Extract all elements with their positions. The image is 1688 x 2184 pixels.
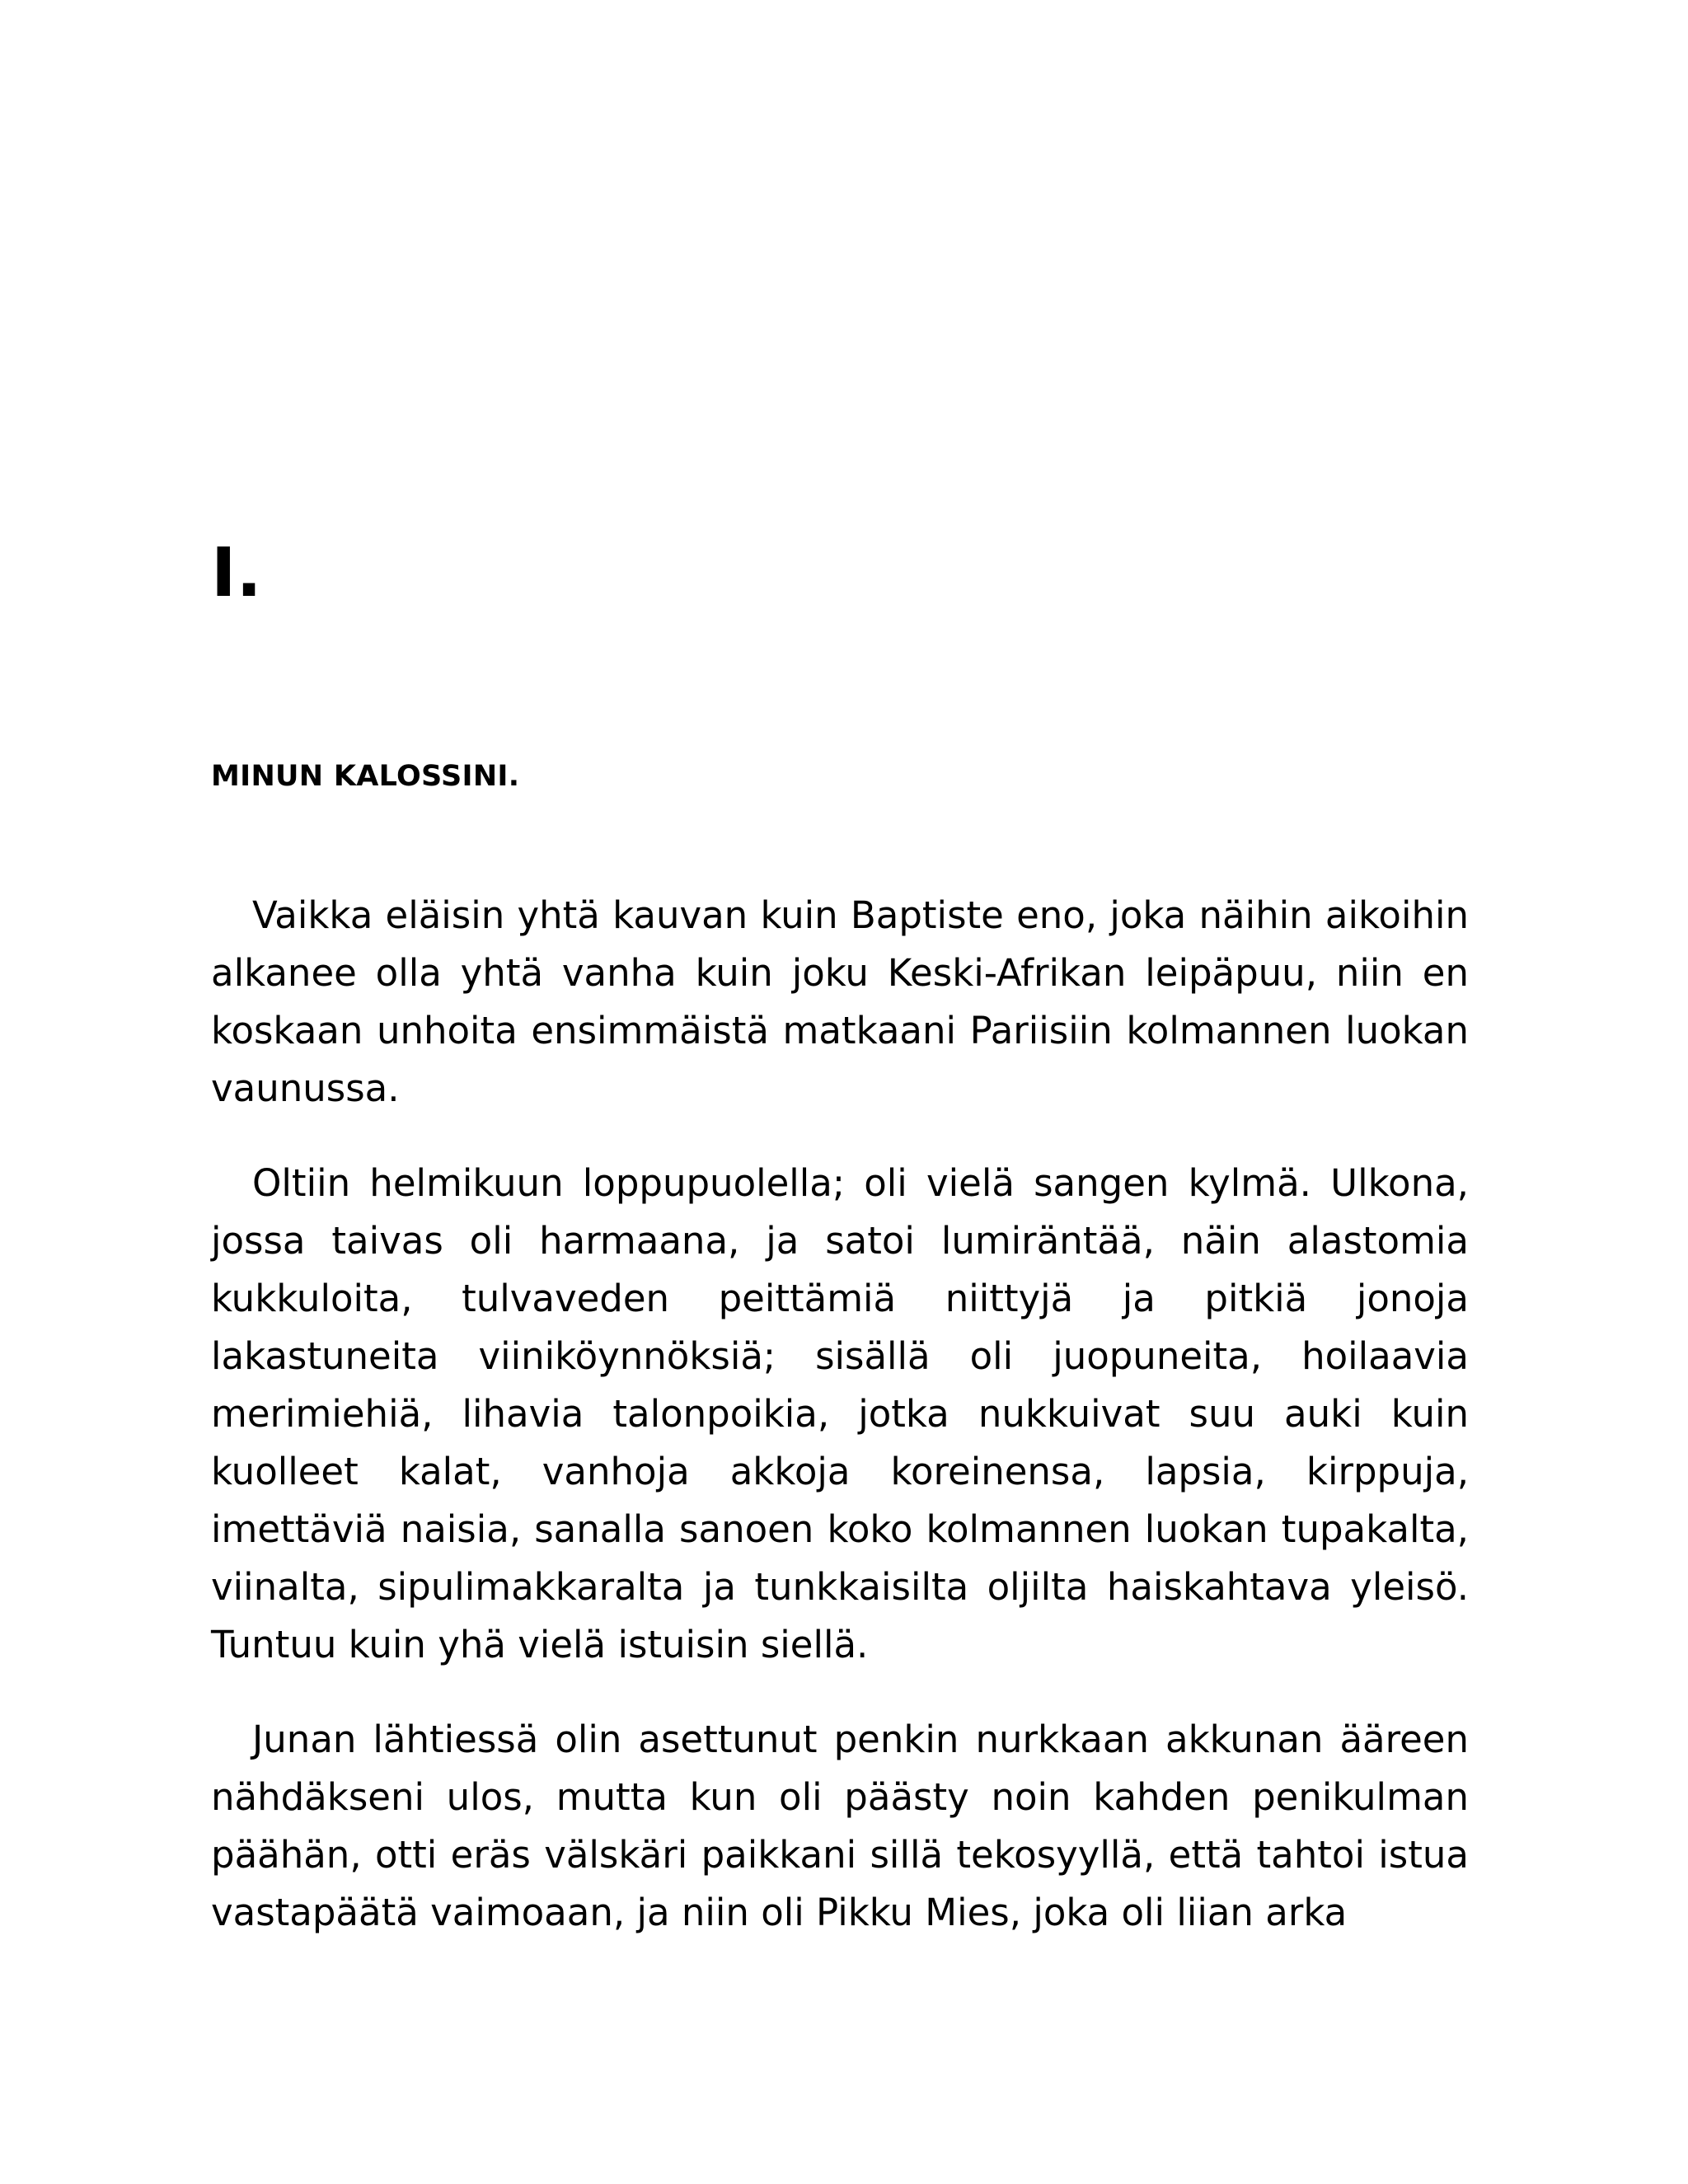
chapter-body bbox=[211, 887, 1469, 1979]
paragraph: Junan lähtiessä olin asettunut penkin nurkkaan akkunan ääreen nähdäkseni ulos, mutta kun oli päästy noin kahden penikulman päähän, otti eräs välskäri paikkani sillä tekosyyllä, että tahtoi istua vastapäätä vaimoaan, ja niin oli Pikku Mies, joka oli liian arka bbox=[211, 1718, 1469, 1934]
chapter-title: MINUN KALOSSINI. bbox=[211, 760, 520, 793]
chapter-number: I. bbox=[211, 534, 262, 612]
paragraph: Vaikka eläisin yhtä kauvan kuin Baptiste eno, joka näihin aikoihin alkanee olla yhtä vanha kuin joku Keski-Afrikan leipäpuu, niin en koskaan unhoita ensimmäistä matkaani Pariisiin kolmannen luokan vaunussa. bbox=[211, 893, 1469, 1110]
paragraph: Oltiin helmikuun loppupuolella; oli vielä sangen kylmä. Ulkona, jossa taivas oli harmaana, ja satoi lumiräntää, näin alastomia kukkuloita, tulvaveden peittämiä niittyjä ja pitkiä jonoja lakastuneita viiniköynnöksiä; sisällä oli juopuneita, hoilaavia merimiehiä, lihavia talonpoikia, jotka nukkuivat suu auki kuin kuolleet kalat, vanhoja akkoja koreinensa, lapsia, kirppuja, imettäviä naisia, sanalla sanoen koko kolmannen luokan tupakalta, viinalta, sipulimakkaralta ja tunkkaisilta oljilta haiskahtava yleisö. Tuntuu kuin yhä vielä istuisin siellä. bbox=[211, 1161, 1469, 1666]
